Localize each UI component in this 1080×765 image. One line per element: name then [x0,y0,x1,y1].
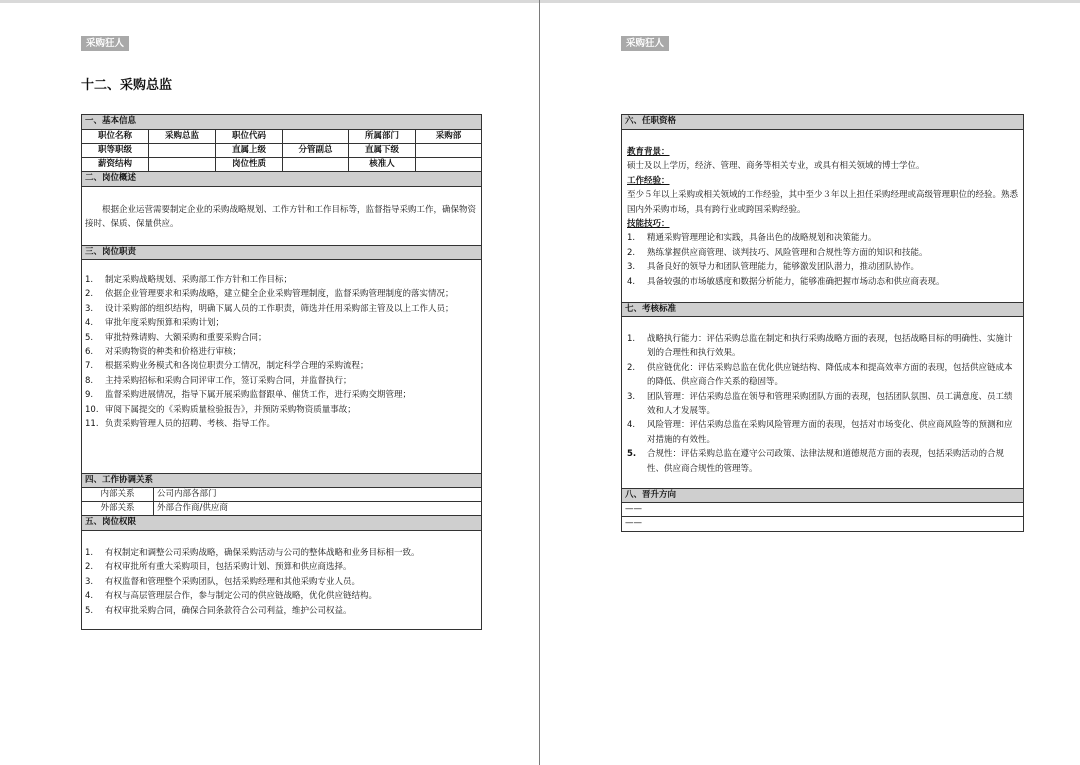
overview-text: 根据企业运营需要制定企业的采购战略规划、工作方针和工作目标等，监督指导采购工作，确保物资接时、保质、保量供应。 [85,205,477,230]
authority-list [85,546,478,618]
field-label: 岗位性质 [216,158,283,171]
promotion-value: —— [625,518,642,528]
field-value: 采购总监 [149,130,216,143]
assessment-list [627,332,1020,476]
education-text: 硕士及以上学历，经济、管理、商务等相关专业，或具有相关领域的博士学位。 [627,161,925,172]
brand-logo: 采购狂人 [81,36,129,51]
field-label: 职等职级 [82,144,149,157]
field-label: 直属上级 [216,144,283,157]
section-header-overview: 二、岗位概述 [82,172,481,187]
experience-label: 工作经验： [627,175,670,186]
promotion-row [622,503,1023,517]
duties-list [85,273,478,431]
list-item: 10. 审阅下属提交的《采购质量检验报告》，并预防采购物资质量事故； [85,404,356,415]
section-header-assessment: 七、考核标准 [622,302,1023,317]
list-item: 4. 审批年度采购预算和采购计划； [85,318,225,329]
field-label: 核准人 [349,158,416,171]
basic-info-row [82,144,481,158]
list-item: 4. 风险管理：评估采购总监在采购风险管理方面的表现，包括对市场变化、供应商风险等的预测和应对措施的有效性。 [627,420,1013,445]
assessment-list-container [627,332,1020,476]
experience-text: 至少５年以上采购或相关领域的工作经验，其中至少３年以上担任采购经理或高级管理职位的经验。熟悉国内外采购市场，具有跨行业或跨国采购经验。 [627,190,1019,215]
section-header-basic-info: 一、基本信息 [82,115,481,130]
promotion-row [622,517,1023,531]
section-header-promotion: 八、晋升方向 [622,488,1023,503]
list-item: 9. 监督采购进展情况，指导下属开展采购监督跟单、催货工作，进行采购交期管理； [85,390,412,401]
list-item: 2. 依据企业管理要求和采购战略，建立健全企业采购管理制度，监督采购管理制度的落实情况； [85,289,454,300]
basic-info-row [82,158,481,172]
list-item: 3. 团队管理：评估采购总监在领导和管理采购团队方面的表现，包括团队氛围、员工满意度、员工绩效和人才发展等。 [627,391,1013,417]
field-label: 职位代码 [216,130,283,143]
list-item: 4. 具备较强的市场敏感度和数据分析能力，能够准确把握市场动态和供应商表现。 [627,276,945,287]
list-item: 3. 设计采购部的组织结构，明确下属人员的工作职责，筛选并任用采购部主管及以上工作人员； [85,303,454,314]
brand-logo: 采购狂人 [621,36,669,51]
document-page-left [0,3,539,765]
field-label: 职位名称 [82,130,149,143]
skills-list [627,231,1020,289]
list-item: 6. 对采购物资的种类和价格进行审核； [85,347,242,358]
basic-info-row [82,130,481,144]
field-value [283,130,349,143]
document-page-right [540,3,1080,765]
field-value [283,158,349,171]
list-item: 2. 供应链优化：评估采购总监在优化供应链结构、降低成本和提高效率方面的表现，包括供应链成本的降低、供应商合作关系的稳固等。 [627,362,1013,388]
list-item: 7. 根据采购业务模式和各岗位职责分工情况，制定科学合理的采购流程； [85,361,369,372]
list-item: 1. 有权制定和调整公司采购战略，确保采购活动与公司的整体战略和业务目标相一致。 [85,548,420,558]
duties-list-container [85,273,478,431]
list-item: 1. 战略执行能力：评估采购总监在制定和执行采购战略方面的表现，包括战略目标的明确性、实施计划的合理性和执行效果。 [627,334,1013,359]
field-value [416,144,481,157]
relation-value: 公司内部各部门 [157,489,217,499]
promotion-value: —— [625,504,642,514]
field-value [149,158,216,171]
list-item: 3. 具备良好的领导力和团队管理能力，能够激发团队潜力，推动团队协作。 [627,262,920,273]
field-value [149,144,216,157]
field-label: 直属下级 [349,144,416,157]
qualifications-body [627,145,1020,289]
list-item: 1. 精通采购管理理论和实践，具备出色的战略规划和决策能力。 [627,233,877,244]
list-item: 5. 审批特殊请购、大额采购和重要采购合同； [85,332,267,343]
job-description-table-right [621,114,1024,532]
list-item: 5. 合规性：评估采购总监在遵守公司政策、法律法规和道德规范方面的表现，包括采购活动的合规性、供应商合规性的管理等。 [627,449,1005,474]
list-item: 8. 主持采购招标和采购合同评审工作，签订采购合同，并监督执行； [85,375,352,386]
authority-list-container [85,546,478,618]
section-header-qualifications: 六、任职资格 [622,115,1023,130]
skills-label: 技能技巧： [627,219,670,230]
education-label: 教育背景： [627,147,670,157]
job-description-table-left [81,114,482,630]
field-label: 薪资结构 [82,158,149,171]
relation-type: 内部关系 [82,488,154,501]
coordination-row [82,488,481,502]
field-value [416,158,481,171]
list-item: 2. 熟练掌握供应商管理、谈判技巧、风险管理和合规性等方面的知识和技能。 [627,247,928,258]
section-header-coordination: 四、工作协调关系 [82,473,481,488]
field-value: 分管副总 [283,144,349,157]
list-item: 4. 有权与高层管理层合作，参与制定公司的供应链战略，优化供应链结构。 [85,591,378,602]
section-header-duties: 三、岗位职责 [82,245,481,260]
relation-value: 外部合作商/供应商 [157,503,228,513]
relation-type: 外部关系 [82,502,154,515]
coordination-row [82,502,481,516]
field-label: 所属部门 [349,130,416,143]
list-item: 3. 有权监督和管理整个采购团队，包括采购经理和其他采购专业人员。 [85,576,361,587]
list-item: 11. 负责采购管理人员的招聘、考核、指导工作。 [85,419,276,430]
page-title: 十二、采购总监 [81,78,173,93]
field-value: 采购部 [435,131,462,141]
list-item: 1. 制定采购战略规划、采购部工作方针和工作目标； [85,275,293,285]
list-item: 2. 有权审批所有重大采购项目，包括采购计划、预算和供应商选择。 [85,562,352,573]
section-header-authority: 五、岗位权限 [82,516,481,531]
list-item: 5. 有权审批采购合同，确保合同条款符合公司利益，维护公司权益。 [85,605,352,616]
